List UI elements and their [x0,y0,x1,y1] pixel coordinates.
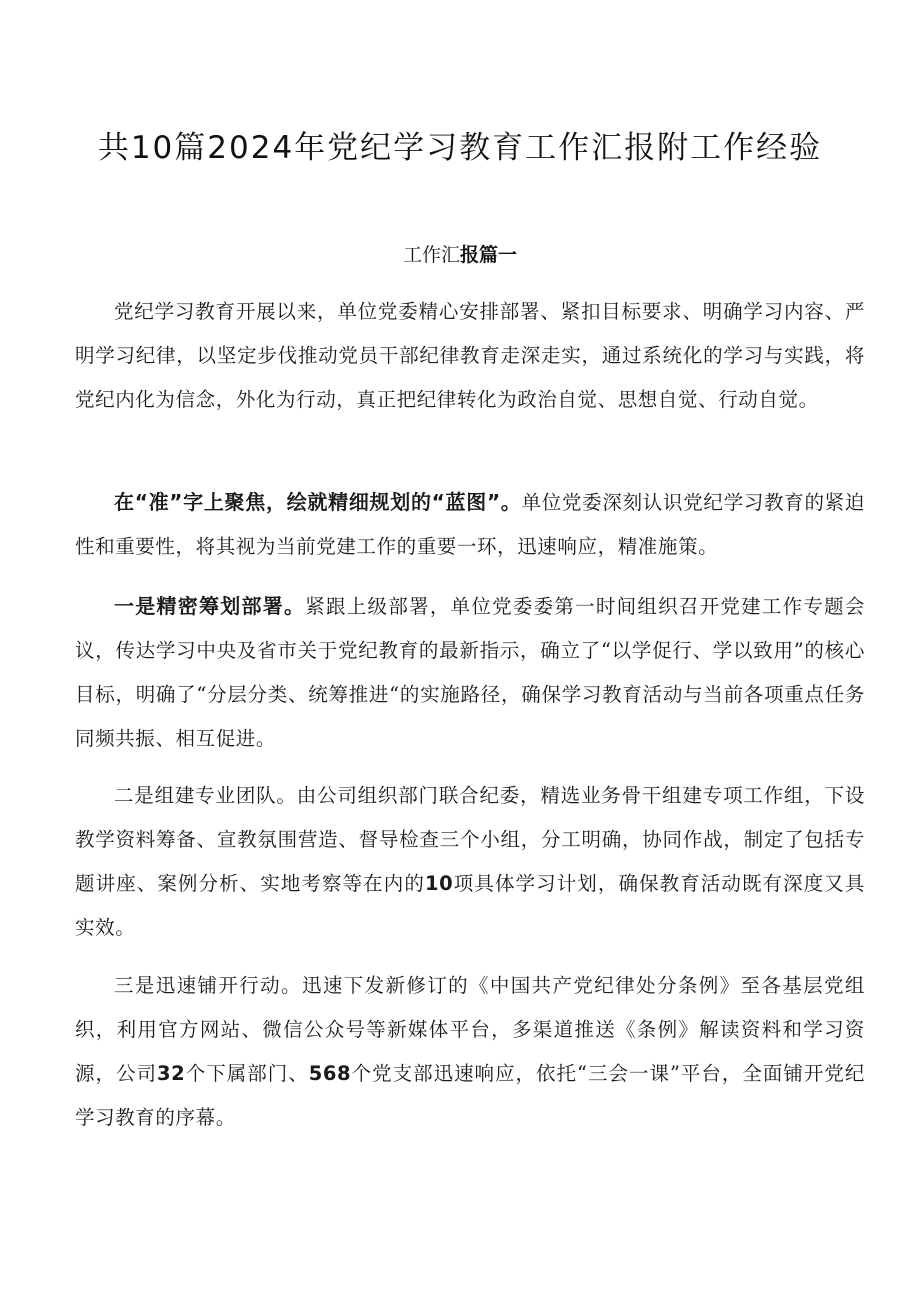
section-heading-normal: 工作汇 [402,244,460,266]
section-heading [0,240,920,267]
paragraph-team-number: 10 [424,872,454,895]
paragraph-focus-text: 单位党委深刻认识党纪学习教育的紧迫性和重要性，将其视为当前党建工作的重要一环，迅速响应，精准施策。 [75,491,865,558]
paragraph-team-text-a: 二是组建专业团队。由公司组织部门联合纪委，精选业务骨干组建专项工作组，下设教学资料筹备、宣教氛围营造、督导检查三个小组，分工明确，协同作战，制定了包括专题讲座、案例分析、实地考察等在内的 [75,784,865,895]
paragraph-action-text-b: 个下属部门、 [185,1062,309,1085]
paragraph-focus-lead: 在“准”字上聚焦，绘就精细规划的“蓝图”。 [114,490,522,514]
paragraph-planning [75,584,865,761]
paragraph-action-text-a: 三是迅速铺开行动。迅速下发新修订的《中国共产党纪律处分条例》至各基层党组织，利用官方网站、微信公众号等新媒体平台，多渠道推送《条例》解读资料和学习资源，公司 [75,974,865,1085]
paragraph-action-text-c: 个党支部迅速响应，依托“三会一课”平台，全面铺开党纪学习教育的序幕。 [75,1062,865,1129]
paragraph-planning-lead: 一是精密筹划部署。 [114,594,306,618]
paragraph-action [75,964,865,1140]
paragraph-action-number-a: 32 [156,1062,186,1085]
document-title: 共10篇2024年党纪学习教育工作汇报附工作经验 [97,130,823,166]
paragraph-planning-text: 紧跟上级部署，单位党委委第一时间组织召开党建工作专题会议，传达学习中央及省市关于党纪教育的最新指示，确立了“以学促行、学以致用”的核心目标，明确了“分层分类、统筹推进“的实施路径，确保学习教育活动与当前各项重点任务同频共振、相互促进。 [75,595,866,750]
paragraph-team-text-b: 项具体学习计划，确保教育活动既有深度又具实效。 [75,872,865,939]
paragraph-team [75,774,865,950]
section-heading-bold: 报篇一 [460,244,518,266]
paragraph-intro [75,290,865,422]
paragraph-action-number-b: 568 [308,1062,352,1085]
paragraph-intro-text: 党纪学习教育开展以来，单位党委精心安排部署、紧扣目标要求、明确学习内容、严明学习纪律，以坚定步伐推动党员干部纪律教育走深走实，通过系统化的学习与实践，将党纪内化为信念，外化为行动，真正把纪律转化为政治自觉、思想自觉、行动自觉。 [75,300,865,411]
paragraph-focus [75,480,865,569]
